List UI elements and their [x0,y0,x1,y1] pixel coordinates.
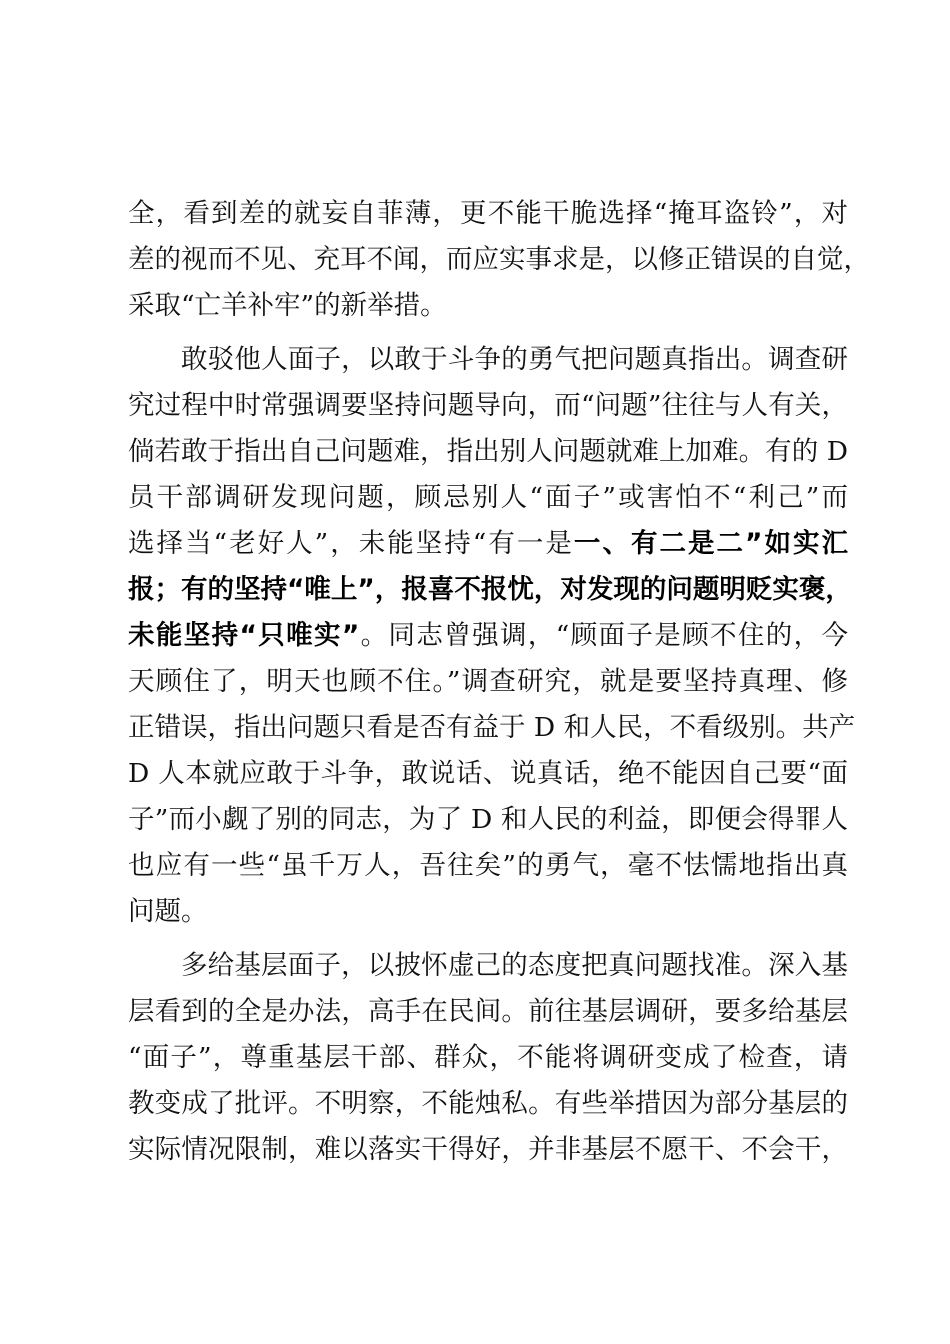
text-line: 天顾住了，明天也顾不住。”调查研究，就是要坚持真理、修 [128,666,848,697]
normal-text: 选择当“老好人”，未能坚持“有一是 [128,528,574,559]
text-line: 差的视而不见、充耳不闻，而应实事求是，以修正错误的自觉， [128,244,870,275]
text-line: D 人本就应敢于斗争，敢说话、说真话，绝不能因自己要“面 [128,758,848,789]
text-line: 究过程中时常强调要坚持问题导向，而“问题”往往与人有关， [128,390,848,421]
text-line: 问题。 [128,896,208,927]
paragraph-gap [128,329,848,337]
text-line: “面子”，尊重基层干部、群众，不能将调研变成了检查，请 [128,1042,848,1073]
text-line: 教变成了批评。不明察，不能烛私。有些举措因为部分基层的 [128,1088,848,1119]
text-line: 敢驳他人面子，以敢于斗争的勇气把问题真指出。调查研 [181,344,848,375]
text-line: 子”而小觑了别的同志，为了 D 和人民的利益，即便会得罪人 [128,804,848,835]
text-line: 层看到的全是办法，高手在民间。前往基层调研，要多给基层 [128,996,848,1027]
paragraph-1 [128,191,870,329]
normal-text: 。同志曾强调，“顾面子是顾不住的，今 [359,620,848,651]
text-line: 实际情况限制，难以落实干得好，并非基层不愿干、不会干， [128,1134,848,1165]
text-line: 采取“亡羊补牢”的新举措。 [128,290,447,321]
paragraph-2 [128,337,856,935]
text-line: 倘若敢于指出自己问题难，指出别人问题就难上加难。有的 D [128,436,848,467]
text-line: 也应有一些“虽千万人，吾往矣”的勇气，毫不怯懦地指出真 [128,850,848,881]
document-body [128,191,870,1173]
paragraph-3 [128,943,848,1173]
bold-text: 未能坚持“只唯实” [128,620,360,651]
text-line: 正错误，指出问题只看是否有益于 D 和人民，不看级别。共产 [128,712,856,743]
text-line: 多给基层面子，以披怀虚己的态度把真问题找准。深入基 [181,950,848,981]
text-line-mixed [128,613,848,659]
text-line-bold [128,567,852,613]
bold-text: 报；有的坚持“唯上”，报喜不报忧，对发现的问题明贬实褒， [128,574,852,605]
text-line: 员干部调研发现问题，顾忌别人“面子”或害怕不“利己”而 [128,482,848,513]
paragraph-gap [128,935,848,943]
bold-text: 一、有二是二”如实汇 [573,528,848,559]
text-line: 全，看到差的就妄自菲薄，更不能干脆选择“掩耳盗铃”，对 [128,198,848,229]
text-line-mixed [128,521,848,567]
